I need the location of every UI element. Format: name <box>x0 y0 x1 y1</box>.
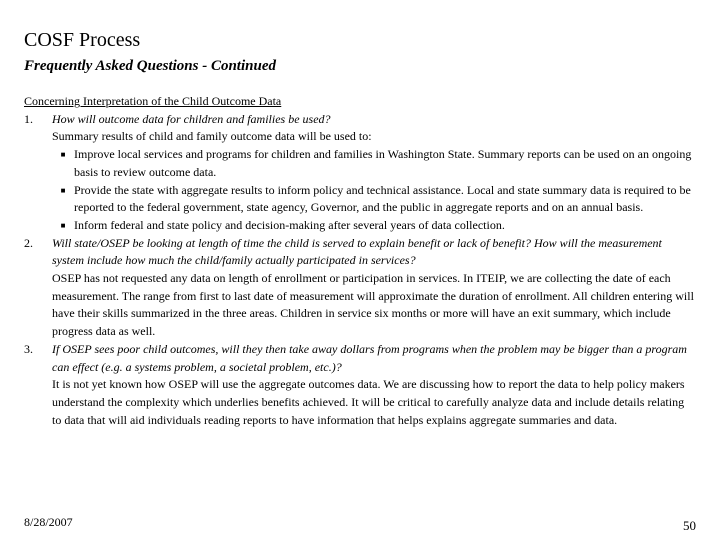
question-text: Will state/OSEP be looking at length of time the child is served to explain benefit or lack of benefit? How will the measurement system include how much the child/family actually participated in services? <box>52 235 662 268</box>
faq-item-1 <box>24 111 694 235</box>
faq-item-2 <box>24 235 694 341</box>
answer-text: Summary results of child and family outcome data will be used to: <box>52 129 372 144</box>
list-item <box>52 146 694 181</box>
square-bullet-icon: ■ <box>60 150 66 160</box>
square-bullet-icon: ■ <box>60 185 66 195</box>
answer-text: It is not yet known how OSEP will use the aggregate outcomes data. We are discussing how to report the data to help policy makers understand the complexity which underlies benefits achieved. It will be critical to carefully analyze data and include details relating to data that will aid individuals reading reports to have information that helps explains aggregate summaries and data. <box>52 377 685 427</box>
faq-content <box>24 93 694 429</box>
faq-item-3 <box>24 341 694 430</box>
bullet-text: Improve local services and programs for children and families in Washington State. Summary reports can be used on an ongoing basis to review outcome data. <box>74 147 692 179</box>
question-row <box>24 235 694 270</box>
question-text: How will outcome data for children and families be used? <box>52 111 331 126</box>
footer-date: 8/28/2007 <box>24 515 73 529</box>
square-bullet-icon: ■ <box>60 220 66 230</box>
section-heading: Concerning Interpretation of the Child Outcome Data <box>24 94 282 108</box>
page-subtitle: Frequently Asked Questions - Continued <box>24 58 276 74</box>
bullet-list <box>52 146 694 235</box>
list-item <box>52 182 694 217</box>
bullet-text: Inform federal and state policy and decision-making after several years of data collection. <box>74 217 505 232</box>
list-item <box>52 217 694 235</box>
question-number: 2. <box>24 235 33 250</box>
bullet-text: Provide the state with aggregate results to inform policy and technical assistance. Local and state summary data is required to be reported to the federal government, state agency, Governor, and the public in aggregate reports and on an annual basis. <box>74 182 691 215</box>
question-number: 3. <box>24 341 33 356</box>
question-row <box>24 341 694 376</box>
page-title: COSF Process <box>24 29 141 51</box>
question-number: 1. <box>24 111 33 126</box>
question-text: If OSEP sees poor child outcomes, will they then take away dollars from programs when the problem may be bigger than a program can effect (e.g. a systems problem, a societal problem, etc.)? <box>52 341 687 374</box>
page-number: 50 <box>683 518 696 533</box>
question-row <box>24 111 694 129</box>
answer-text: OSEP has not requested any data on length of enrollment or participation in services. In ITEIP, we are collecting the date of each measurement. The range from first to last date of measurement will approximate the duration of enrollment. All children entering will have their skills summarized in the three areas. Children in service six months or more will have an exit summary, which include progress data as well. <box>52 271 694 339</box>
